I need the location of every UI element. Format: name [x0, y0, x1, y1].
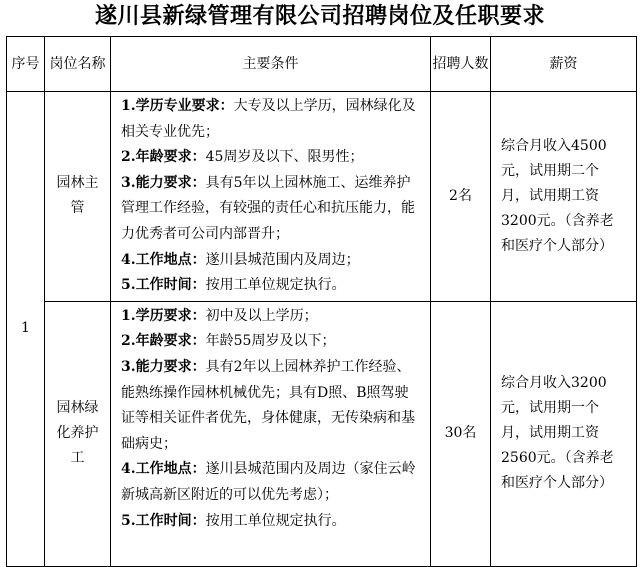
requirements-cell [111, 92, 431, 302]
requirement-label: 2.年龄要求： [121, 333, 206, 350]
count-cell: 30名 [431, 301, 491, 566]
salary-cell: 综合月收入3200元，试用期一个月，试用期工资2560元。（含养老和医疗个人部分） [491, 301, 637, 566]
header-position: 岗位名称 [45, 37, 111, 92]
requirement-text: 遂川县城范围内及周边（家住云岭新城高新区附近的可以优先考虑）； [121, 461, 416, 503]
requirement-label: 2.年龄要求： [121, 149, 206, 166]
requirement-item [121, 94, 420, 145]
position-cell: 园林绿化养护工 [45, 301, 111, 566]
requirement-label: 3.能力要求： [121, 358, 206, 375]
requirement-item [121, 355, 420, 457]
requirement-text: 按用工单位规定执行。 [205, 512, 346, 529]
requirement-item [121, 171, 420, 248]
requirement-label: 1.学历专业要求： [121, 98, 234, 114]
requirement-item [121, 145, 420, 171]
requirement-text: 按用工单位规定执行。 [205, 277, 346, 294]
page-title: 遂川县新绿管理有限公司招聘岗位及任职要求 [94, 4, 545, 29]
position-cell: 园林主管 [45, 92, 111, 302]
requirement-label: 5.工作时间： [121, 277, 206, 294]
requirement-label: 1.学历要求： [121, 307, 206, 324]
requirement-text: 45周岁及以下、限男性； [205, 149, 364, 166]
requirement-text: 具有2年以上园林养护工作经验、能熟练操作园林机械优先；具有D照、B照驾驶证等相关证件者优先，身体健康，无传染病和基础病史； [121, 358, 415, 452]
requirement-item [121, 457, 420, 508]
header-seq: 序号 [7, 37, 45, 92]
header-salary: 薪资 [491, 37, 637, 92]
requirement-item [121, 304, 420, 330]
requirement-label: 5.工作时间： [121, 512, 206, 529]
requirement-text: 年龄55周岁及以下； [205, 333, 336, 350]
requirement-text: 大专及以上学历，园林绿化及相关专业优先； [121, 98, 416, 140]
requirement-item [121, 248, 420, 274]
recruitment-table [6, 36, 637, 567]
requirement-text: 遂川县城范围内及周边； [205, 251, 360, 268]
requirement-label: 4.工作地点： [121, 251, 206, 268]
requirement-label: 3.能力要求： [121, 174, 206, 191]
salary-cell: 综合月收入4500元，试用期二个月，试用期工资3200元。（含养老和医疗个人部分） [491, 92, 637, 302]
requirement-item [121, 273, 420, 299]
requirements-cell [111, 301, 431, 566]
requirement-text: 具有5年以上园林施工、运维养护管理工作经验，有较强的责任心和抗压能力，能力优秀者可公司内部晋升； [121, 174, 415, 242]
requirement-item [121, 509, 420, 535]
table-row [7, 301, 637, 566]
count-cell: 2名 [431, 92, 491, 302]
requirement-text: 初中及以上学历； [205, 307, 318, 324]
header-count: 招聘人数 [431, 37, 491, 92]
table-row [7, 92, 637, 302]
seq-cell: 1 [7, 92, 45, 567]
header-requirements: 主要条件 [111, 37, 431, 92]
header-row [7, 37, 637, 92]
requirement-item [121, 329, 420, 355]
requirement-label: 4.工作地点： [121, 461, 206, 478]
